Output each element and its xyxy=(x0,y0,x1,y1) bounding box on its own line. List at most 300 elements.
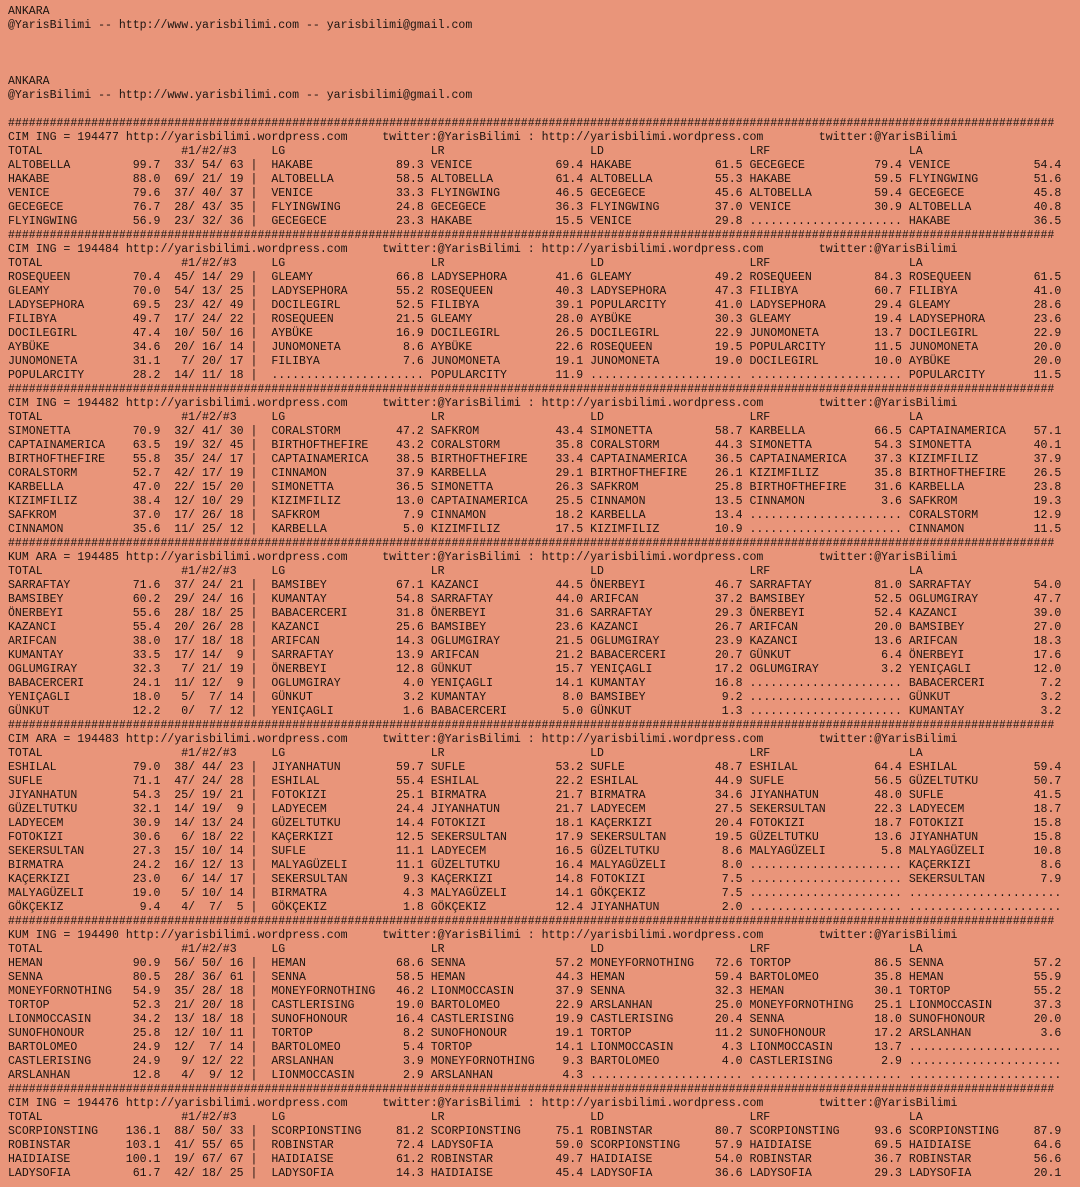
total-score: 55.6 xyxy=(118,607,161,620)
runner-name: LIONMOCCASIN xyxy=(8,1013,119,1026)
cell-lrf-name: FOTOKIZI xyxy=(749,817,861,830)
runner-name: POPULARCITY xyxy=(8,369,119,382)
cell-lg-value: 14.3 xyxy=(382,1167,431,1180)
cell-ld-value: 55.3 xyxy=(700,173,750,186)
cell-la-value: 54.0 xyxy=(1019,579,1062,592)
column-divider: | xyxy=(243,705,272,718)
cell-lrf-name: ROBINSTAR xyxy=(749,1153,861,1166)
cell-lrf-name: SUNOFHONOUR xyxy=(749,1027,861,1040)
placings: 17/ 24/ 22 xyxy=(160,313,244,326)
cell-la-name: SIMONETTA xyxy=(908,439,1020,452)
cell-lr-name: LADYSOFIA xyxy=(430,1139,542,1152)
cell-lrf-name: LIONMOCCASIN xyxy=(749,1041,861,1054)
column-titles xyxy=(8,145,1068,159)
total-score: 32.3 xyxy=(118,663,161,676)
placings: 28/ 36/ 61 xyxy=(160,971,244,984)
cell-lg-value: 31.8 xyxy=(382,607,431,620)
twitter-handle[interactable]: twitter:@YarisBilimi xyxy=(382,131,521,144)
runner-row xyxy=(8,1055,1068,1069)
cell-lrf-name: ÖNERBEYI xyxy=(749,607,861,620)
placings: 16/ 12/ 13 xyxy=(160,859,244,872)
cell-lrf-name: SENNA xyxy=(749,1013,861,1026)
cell-lr-value: 21.7 xyxy=(541,803,591,816)
cell-lrf-name: HAIDIAISE xyxy=(749,1139,861,1152)
total-score: 38.4 xyxy=(118,495,161,508)
cell-lrf-name: SCORPIONSTING xyxy=(749,1125,861,1138)
cell-lr-name: ÖNERBEYI xyxy=(430,607,542,620)
cell-la-value: 45.8 xyxy=(1019,187,1062,200)
cell-ld-name: ROSEQUEEN xyxy=(590,341,701,354)
cell-lg-name: ROBINSTAR xyxy=(271,1139,383,1152)
cell-lr-name: FLYINGWING xyxy=(430,187,542,200)
total-score: 31.1 xyxy=(118,355,161,368)
col-title-lg: LG xyxy=(271,257,431,270)
column-divider: | xyxy=(243,803,272,816)
placings: 12/ 10/ 11 xyxy=(160,1027,244,1040)
cell-lrf-name: MALYAGÜZELI xyxy=(749,845,861,858)
total-score: 56.9 xyxy=(118,215,161,228)
cell-la-value: 3.2 xyxy=(1019,691,1062,704)
spacer xyxy=(763,929,818,942)
cell-lr-value: 15.5 xyxy=(541,215,591,228)
placings: 17/ 14/ 9 xyxy=(160,649,244,662)
cell-lr-name: ARIFCAN xyxy=(430,649,542,662)
cell-lr-value: 22.9 xyxy=(541,999,591,1012)
cell-lrf-value: 5.8 xyxy=(860,845,909,858)
spacer: : xyxy=(520,397,542,410)
site-link[interactable]: http://yarisbilimi.wordpress.com xyxy=(125,397,348,410)
total-score: 32.1 xyxy=(118,803,161,816)
twitter-handle[interactable]: twitter:@YarisBilimi xyxy=(818,1097,958,1110)
cell-lg-name: BIRTHOFTHEFIRE xyxy=(271,439,383,452)
cell-lg-name: KAZANCI xyxy=(271,621,383,634)
spacer xyxy=(119,243,126,256)
site-link[interactable]: http://yarisbilimi.wordpress.com xyxy=(541,551,764,564)
col-title-lrf: LRF xyxy=(749,1111,909,1124)
runner-row xyxy=(8,985,1068,999)
race-title: CIM ARA = 194483 xyxy=(8,733,119,746)
spacer: : xyxy=(520,131,542,144)
site-link[interactable]: http://yarisbilimi.wordpress.com xyxy=(125,733,348,746)
cell-lg-value: 23.3 xyxy=(382,215,431,228)
cell-la-value: 20.0 xyxy=(1019,355,1062,368)
cell-ld-name: CORALSTORM xyxy=(590,439,701,452)
separator-line xyxy=(8,915,1068,929)
cell-lr-value: 44.0 xyxy=(541,593,591,606)
spacer xyxy=(348,733,383,746)
cell-lr-value: 75.1 xyxy=(541,1125,591,1138)
cell-lg-value: 52.5 xyxy=(382,299,431,312)
runner-name: HAKABE xyxy=(8,173,119,186)
cell-la-name: SAFKROM xyxy=(908,495,1020,508)
runner-row xyxy=(8,817,1068,831)
cell-la-name: SCORPIONSTING xyxy=(908,1125,1020,1138)
cell-lr-name: KAÇERKIZI xyxy=(430,873,542,886)
cell-lr-name: BARTOLOMEO xyxy=(430,999,542,1012)
cell-lrf-empty: ...................... xyxy=(749,369,909,382)
runner-name: KAZANCI xyxy=(8,621,119,634)
column-divider: | xyxy=(243,201,272,214)
cell-lrf-value: 54.3 xyxy=(860,439,909,452)
cell-ld-value: 7.5 xyxy=(700,887,750,900)
runner-name: GÖKÇEKIZ xyxy=(8,901,119,914)
twitter-handle[interactable]: twitter:@YarisBilimi xyxy=(818,929,958,942)
cell-ld-value: 32.3 xyxy=(700,985,750,998)
race-title: CIM ING = 194482 xyxy=(8,397,119,410)
twitter-handle[interactable]: twitter:@YarisBilimi xyxy=(818,733,958,746)
cell-la-name: BAMSIBEY xyxy=(908,621,1020,634)
cell-lr-name: BABACERCERI xyxy=(430,705,542,718)
runner-name: JUNOMONETA xyxy=(8,355,119,368)
cell-lrf-name: JUNOMONETA xyxy=(749,327,861,340)
col-title-la: LA xyxy=(908,747,1069,760)
cell-lrf-name: CINNAMON xyxy=(749,495,861,508)
cell-ld-value: 37.2 xyxy=(700,593,750,606)
total-score: 30.9 xyxy=(118,817,161,830)
placings: 17/ 18/ 18 xyxy=(160,635,244,648)
twitter-handle[interactable]: twitter:@YarisBilimi xyxy=(818,243,958,256)
cell-lg-value: 24.4 xyxy=(382,803,431,816)
cell-lr-name: LADYSEPHORA xyxy=(430,271,542,284)
cell-lg-name: LIONMOCCASIN xyxy=(271,1069,383,1082)
runner-row xyxy=(8,159,1068,173)
cell-la-value: 40.1 xyxy=(1019,439,1062,452)
twitter-handle[interactable]: twitter:@YarisBilimi xyxy=(382,1097,521,1110)
cell-lr-value: 22.6 xyxy=(541,341,591,354)
cell-lrf-empty: ...................... xyxy=(749,215,909,228)
cell-lg-name: SENNA xyxy=(271,971,383,984)
runner-row xyxy=(8,453,1068,467)
cell-lg-value: 38.5 xyxy=(382,453,431,466)
col-title-la: LA xyxy=(908,943,1069,956)
column-divider: | xyxy=(243,761,272,774)
column-divider: | xyxy=(243,845,272,858)
cell-lrf-name: ALTOBELLA xyxy=(749,187,861,200)
cell-lg-name: OGLUMGIRAY xyxy=(271,677,383,690)
cell-la-value: 12.0 xyxy=(1019,663,1062,676)
column-divider: | xyxy=(243,453,272,466)
cell-lg-name: HEMAN xyxy=(271,957,383,970)
cell-la-name: BABACERCERI xyxy=(908,677,1020,690)
cell-lr-name: ROSEQUEEN xyxy=(430,285,542,298)
separator-line xyxy=(8,383,1068,397)
site-link[interactable]: http://yarisbilimi.wordpress.com xyxy=(541,397,764,410)
cell-ld-value: 25.0 xyxy=(700,999,750,1012)
cell-lr-name: LADYECEM xyxy=(430,845,542,858)
spacer: : xyxy=(520,1097,542,1110)
cell-lr-value: 17.5 xyxy=(541,523,591,536)
cell-ld-name: BIRMATRA xyxy=(590,789,701,802)
col-title-ld: LD xyxy=(590,747,750,760)
cell-la-value: 57.2 xyxy=(1019,957,1062,970)
col-title-lr: LR xyxy=(430,257,591,270)
runner-row xyxy=(8,579,1068,593)
cell-lrf-name: JIYANHATUN xyxy=(749,789,861,802)
cell-lr-value: 18.1 xyxy=(541,817,591,830)
cell-lrf-empty: ...................... xyxy=(749,873,909,886)
cell-lr-name: HAIDIAISE xyxy=(430,1167,542,1180)
cell-lrf-name: CASTLERISING xyxy=(749,1055,861,1068)
runner-row xyxy=(8,1139,1068,1153)
runner-row xyxy=(8,705,1068,719)
cell-lr-name: VENICE xyxy=(430,159,542,172)
site-link[interactable]: http://yarisbilimi.wordpress.com xyxy=(125,929,348,942)
cell-lrf-name: SUFLE xyxy=(749,775,861,788)
column-divider: | xyxy=(243,691,272,704)
total-score: 35.6 xyxy=(118,523,161,536)
cell-lg-value: 33.3 xyxy=(382,187,431,200)
spacer xyxy=(119,1097,126,1110)
cell-ld-name: MALYAGÜZELI xyxy=(590,859,701,872)
cell-ld-name: SEKERSULTAN xyxy=(590,831,701,844)
runner-row xyxy=(8,1153,1068,1167)
cell-la-value: 59.4 xyxy=(1019,761,1062,774)
cell-la-name: FOTOKIZI xyxy=(908,817,1020,830)
runner-name: BIRTHOFTHEFIRE xyxy=(8,453,119,466)
column-divider: | xyxy=(243,369,272,382)
cell-lr-name: GLEAMY xyxy=(430,313,542,326)
placings: 9/ 12/ 22 xyxy=(160,1055,244,1068)
cell-la-value: 87.9 xyxy=(1019,1125,1062,1138)
cell-la-name: GÜZELTUTKU xyxy=(908,775,1020,788)
cell-lr-name: POPULARCITY xyxy=(430,369,542,382)
cell-lr-value: 44.5 xyxy=(541,579,591,592)
runner-name: GECEGECE xyxy=(8,201,119,214)
cell-lr-name: KUMANTAY xyxy=(430,691,542,704)
cell-ld-name: SAFKROM xyxy=(590,481,701,494)
cell-lr-name: CASTLERISING xyxy=(430,1013,542,1026)
twitter-handle[interactable]: twitter:@YarisBilimi xyxy=(818,397,958,410)
runner-name: LADYECEM xyxy=(8,817,119,830)
column-divider: | xyxy=(243,355,272,368)
column-divider: | xyxy=(243,999,272,1012)
cell-lrf-value: 60.7 xyxy=(860,285,909,298)
cell-ld-name: SENNA xyxy=(590,985,701,998)
placings: 22/ 15/ 20 xyxy=(160,481,244,494)
runner-name: YENIÇAGLI xyxy=(8,691,119,704)
runner-name: CINNAMON xyxy=(8,523,119,536)
placings: 12/ 7/ 14 xyxy=(160,1041,244,1054)
cell-la-name: KIZIMFILIZ xyxy=(908,453,1020,466)
col-title-la: LA xyxy=(908,565,1069,578)
cell-lrf-empty: ...................... xyxy=(749,523,909,536)
column-divider: | xyxy=(243,831,272,844)
site-link[interactable]: http://yarisbilimi.wordpress.com xyxy=(541,131,764,144)
cell-ld-value: 2.0 xyxy=(700,901,750,914)
cell-la-name: GLEAMY xyxy=(908,299,1020,312)
cell-lr-value: 35.8 xyxy=(541,439,591,452)
city-title: ANKARA xyxy=(8,5,50,18)
runner-name: BARTOLOMEO xyxy=(8,1041,119,1054)
cell-lr-name: BIRMATRA xyxy=(430,789,542,802)
cell-lg-name: SUFLE xyxy=(271,845,383,858)
column-divider: | xyxy=(243,187,272,200)
col-title-ld: LD xyxy=(590,411,750,424)
spacer xyxy=(348,243,383,256)
spacer xyxy=(348,1097,383,1110)
cell-lrf-value: 86.5 xyxy=(860,957,909,970)
col-title-lg: LG xyxy=(271,1111,431,1124)
cell-lr-name: SIMONETTA xyxy=(430,481,542,494)
placings: 6/ 14/ 17 xyxy=(160,873,244,886)
cell-ld-name: VENICE xyxy=(590,215,701,228)
cell-lrf-name: ARIFCAN xyxy=(749,621,861,634)
col-title-la: LA xyxy=(908,1111,1069,1124)
column-divider: | xyxy=(243,901,272,914)
cell-ld-value: 4.0 xyxy=(700,1055,750,1068)
twitter-handle[interactable]: twitter:@YarisBilimi xyxy=(382,397,521,410)
site-link[interactable]: http://yarisbilimi.wordpress.com xyxy=(541,243,764,256)
cell-ld-value: 17.2 xyxy=(700,663,750,676)
site-link[interactable]: http://yarisbilimi.wordpress.com xyxy=(125,243,348,256)
cell-ld-value: 49.2 xyxy=(700,271,750,284)
cell-lg-value: 37.9 xyxy=(382,467,431,480)
cell-ld-value: 37.0 xyxy=(700,201,750,214)
runner-name: SEKERSULTAN xyxy=(8,845,119,858)
cell-lg-value: 67.1 xyxy=(382,579,431,592)
spacer xyxy=(119,397,126,410)
cell-lrf-value: 36.7 xyxy=(860,1153,909,1166)
cell-ld-value: 26.1 xyxy=(700,467,750,480)
runner-row xyxy=(8,271,1068,285)
runner-row xyxy=(8,299,1068,313)
spacer xyxy=(763,551,818,564)
cell-lr-name: FOTOKIZI xyxy=(430,817,542,830)
site-link[interactable]: http://yarisbilimi.wordpress.com xyxy=(541,733,764,746)
cell-lg-name: FILIBYA xyxy=(271,355,383,368)
cell-lrf-value: 6.4 xyxy=(860,649,909,662)
total-score: 99.7 xyxy=(118,159,161,172)
site-link[interactable]: http://yarisbilimi.wordpress.com xyxy=(541,929,764,942)
placings: 35/ 28/ 18 xyxy=(160,985,244,998)
runner-name: SAFKROM xyxy=(8,509,119,522)
cell-lrf-value: 13.6 xyxy=(860,831,909,844)
cell-ld-value: 30.3 xyxy=(700,313,750,326)
cell-lrf-value: 35.8 xyxy=(860,971,909,984)
cell-lg-name: GLEAMY xyxy=(271,271,383,284)
twitter-handle[interactable]: twitter:@YarisBilimi xyxy=(382,733,521,746)
placings: 35/ 24/ 17 xyxy=(160,453,244,466)
column-divider: | xyxy=(243,495,272,508)
cell-ld-value: 8.6 xyxy=(700,845,750,858)
site-link[interactable]: http://yarisbilimi.wordpress.com xyxy=(541,1097,764,1110)
col-title-lrf: LRF xyxy=(749,943,909,956)
cell-lrf-name: GÜZELTUTKU xyxy=(749,831,861,844)
cell-ld-name: BIRTHOFTHEFIRE xyxy=(590,467,701,480)
total-score: 70.9 xyxy=(118,425,161,438)
cell-ld-name: KARBELLA xyxy=(590,509,701,522)
runner-row xyxy=(8,495,1068,509)
cell-lr-name: ARSLANHAN xyxy=(430,1069,542,1082)
twitter-handle[interactable]: twitter:@YarisBilimi xyxy=(382,551,521,564)
cell-la-name: YENIÇAGLI xyxy=(908,663,1020,676)
runner-name: HEMAN xyxy=(8,957,119,970)
separator-line xyxy=(8,719,1068,733)
cell-ld-value: 8.0 xyxy=(700,859,750,872)
cell-lg-value: 3.2 xyxy=(382,691,431,704)
runner-name: DOCILEGIRL xyxy=(8,327,119,340)
race-header xyxy=(8,243,1068,257)
placings: 56/ 50/ 16 xyxy=(160,957,244,970)
cell-lrf-name: OGLUMGIRAY xyxy=(749,663,861,676)
cell-ld-value: 19.5 xyxy=(700,831,750,844)
twitter-handle[interactable]: twitter:@YarisBilimi xyxy=(818,551,958,564)
runner-name: KUMANTAY xyxy=(8,649,119,662)
placings: 23/ 42/ 49 xyxy=(160,299,244,312)
col-title-placings: #1/#2/#3 xyxy=(181,747,272,760)
cell-ld-name: BARTOLOMEO xyxy=(590,1055,701,1068)
cell-ld-name: YENIÇAGLI xyxy=(590,663,701,676)
cell-lr-value: 26.3 xyxy=(541,481,591,494)
column-divider: | xyxy=(243,523,272,536)
cell-lr-name: HAKABE xyxy=(430,215,542,228)
column-divider: | xyxy=(243,649,272,662)
cell-ld-name: KUMANTAY xyxy=(590,677,701,690)
site-link[interactable]: http://yarisbilimi.wordpress.com xyxy=(125,551,348,564)
race-header xyxy=(8,929,1068,943)
total-score: 100.1 xyxy=(118,1153,161,1166)
runner-row xyxy=(8,481,1068,495)
cell-lrf-name: KAZANCI xyxy=(749,635,861,648)
total-score: 55.4 xyxy=(118,621,161,634)
column-divider: | xyxy=(243,817,272,830)
hash-separator: ####################################################################################################################################################### xyxy=(8,383,1055,396)
cell-lr-value: 43.4 xyxy=(541,425,591,438)
total-score: 34.6 xyxy=(118,341,161,354)
cell-ld-name: SCORPIONSTING xyxy=(590,1139,701,1152)
cell-lr-name: ESHILAL xyxy=(430,775,542,788)
twitter-handle[interactable]: twitter:@YarisBilimi xyxy=(382,929,521,942)
total-score: 28.2 xyxy=(118,369,161,382)
cell-la-value: 41.0 xyxy=(1019,285,1062,298)
cell-lr-value: 39.1 xyxy=(541,299,591,312)
runner-name: SUFLE xyxy=(8,775,119,788)
cell-lr-name: CORALSTORM xyxy=(430,439,542,452)
cell-lr-value: 40.3 xyxy=(541,285,591,298)
cell-lrf-value: 59.5 xyxy=(860,173,909,186)
runner-name: SUNOFHONOUR xyxy=(8,1027,119,1040)
site-link[interactable]: http://yarisbilimi.wordpress.com xyxy=(125,1097,348,1110)
cell-lr-value: 15.7 xyxy=(541,663,591,676)
cell-ld-value: 54.0 xyxy=(700,1153,750,1166)
cell-lrf-value: 64.4 xyxy=(860,761,909,774)
runner-row xyxy=(8,621,1068,635)
runner-name: AYBÜKE xyxy=(8,341,119,354)
runner-name: ARIFCAN xyxy=(8,635,119,648)
runner-name: LADYSEPHORA xyxy=(8,299,119,312)
runner-row xyxy=(8,831,1068,845)
cell-ld-value: 36.6 xyxy=(700,1167,750,1180)
cell-lg-value: 7.6 xyxy=(382,355,431,368)
cell-lg-name: BARTOLOMEO xyxy=(271,1041,383,1054)
placings: 29/ 24/ 16 xyxy=(160,593,244,606)
col-title-lr: LR xyxy=(430,411,591,424)
cell-lr-value: 41.6 xyxy=(541,271,591,284)
twitter-handle[interactable]: twitter:@YarisBilimi xyxy=(818,131,958,144)
cell-lg-name: CAPTAINAMERICA xyxy=(271,453,383,466)
runner-row xyxy=(8,789,1068,803)
site-link[interactable]: http://yarisbilimi.wordpress.com xyxy=(125,131,348,144)
cell-ld-name: GÜZELTUTKU xyxy=(590,845,701,858)
runner-row xyxy=(8,369,1068,383)
total-score: 30.6 xyxy=(118,831,161,844)
cell-lg-name: LADYSOFIA xyxy=(271,1167,383,1180)
cell-ld-name: MONEYFORNOTHING xyxy=(590,957,701,970)
total-score: 52.7 xyxy=(118,467,161,480)
total-score: 63.5 xyxy=(118,439,161,452)
twitter-handle[interactable]: twitter:@YarisBilimi xyxy=(382,243,521,256)
cell-la-value: 55.2 xyxy=(1019,985,1062,998)
